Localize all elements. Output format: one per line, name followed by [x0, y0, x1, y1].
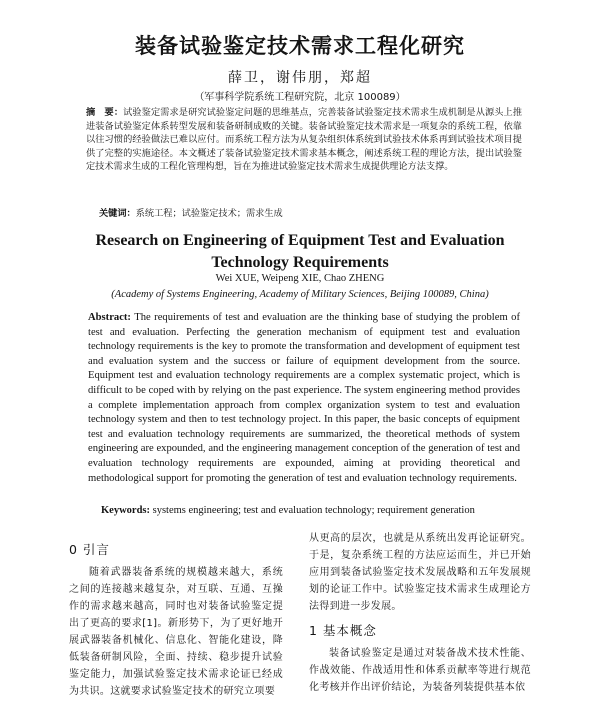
chinese-abstract-label: 摘 要：	[86, 107, 124, 118]
english-abstract	[88, 311, 520, 486]
english-keywords-text: systems engineering; test and evaluation technology; requirement generation	[152, 505, 475, 516]
english-title	[0, 230, 600, 274]
introduction-paragraph: 随着武器装备系统的规模越来越大，系统之间的连接越来越复杂，对互联、互通、互操作的需求越来越高，同时也对装备试验鉴定提出了更高的要求[1]。新形势下，为了更好地开展武器装备机械化、信息化、智能化建设，降低装备研制风险，全面、持续、稳步提升试验鉴定能力，加强试验鉴定技术需求论证已经成为共识。这就要求试验鉴定技术的研究立项要	[69, 567, 283, 697]
chinese-authors: 薛卫，谢伟朋，郑超	[228, 70, 372, 86]
continued-paragraph: 从更高的层次，也就是从系统出发再论证研究。于是，复杂系统工程的方法应运而生，并已开始应用到装备试验鉴定技术发展战略和五年发展规划的论证工作中。试验鉴定技术需求生成理论方法得到进一步发展。	[309, 533, 531, 612]
chinese-keywords	[99, 205, 519, 219]
chinese-title: 装备试验鉴定技术需求工程化研究	[135, 34, 465, 58]
english-title-line-2: Technology Requirements	[211, 254, 389, 271]
english-keywords	[101, 505, 521, 516]
section-heading-basic-concepts: 1 基本概念	[309, 623, 377, 638]
english-affiliation: (Academy of Systems Engineering, Academy of Military Sciences, Beijing 100089, China)	[111, 289, 489, 300]
right-column	[309, 530, 531, 696]
chinese-abstract-text: 试验鉴定需求是研究试验鉴定问题的思维基点，完善装备试验鉴定技术需求生成机制是从源头上推进装备试验鉴定体系转型发展和装备研制成败的关键。装备试验鉴定技术需求是一项复杂的系统工程，依靠以往习惯的经验做法已难以应付。而系统工程方法为从复杂组织体系统到试验技术体系再到试验技术项目提供了完整的实施途径。本文概述了装备试验鉴定技术需求基本概念，阐述系统工程的理论方法，提出试验鉴定技术需求生成的工程化管理构想，旨在为推进试验鉴定技术需求生成提供理论方法支撑。	[86, 107, 523, 173]
chinese-abstract	[86, 106, 522, 174]
left-column	[69, 540, 283, 700]
english-authors: Wei XUE, Weipeng XIE, Chao ZHENG	[215, 273, 385, 284]
chinese-affiliation: （军事科学院系统工程研究院，北京 100089）	[194, 92, 406, 103]
chinese-keywords-label: 关键词：	[99, 208, 136, 219]
basic-concepts-paragraph: 装备试验鉴定是通过对装备战术技术性能、作战效能、作战适用性和体系贡献率等进行规范化考核并作出评价结论，为装备列装提供基本依	[309, 648, 531, 693]
chinese-keywords-text: 系统工程；试验鉴定技术；需求生成	[135, 208, 283, 219]
english-keywords-label: Keywords:	[101, 505, 150, 516]
section-heading-introduction: 0 引言	[69, 542, 110, 557]
english-abstract-text: The requirements of test and evaluation are the thinking base of studying the problem of test and evaluation. Perfecting the generation mechanism of equipment test and evaluation technology requirements is the key to promote the transformation and development of equipment test and evaluation system and the success or failure of equipment development from the source. Equipment test and evaluation technology requirements are a complex systematic project, which is difficult to be coped with by relying on the past experience. The system engineering method provides a complete implementation approach from complex organization system to test and evaluation technology system and then to test technology project. In this paper, the basic concepts of equipment test and evaluation technology requirements are summarized, the theoretical methods of system engineering are expounded, and the engineering management conception of the generation of test and evaluation technology requirements are expounded, aiming at providing theoretical and methodological support for promoting the generation of test and evaluation technology requirements.	[88, 312, 520, 484]
english-title-line-1: Research on Engineering of Equipment Test and Evaluation	[95, 232, 505, 249]
english-abstract-label: Abstract:	[88, 312, 131, 323]
